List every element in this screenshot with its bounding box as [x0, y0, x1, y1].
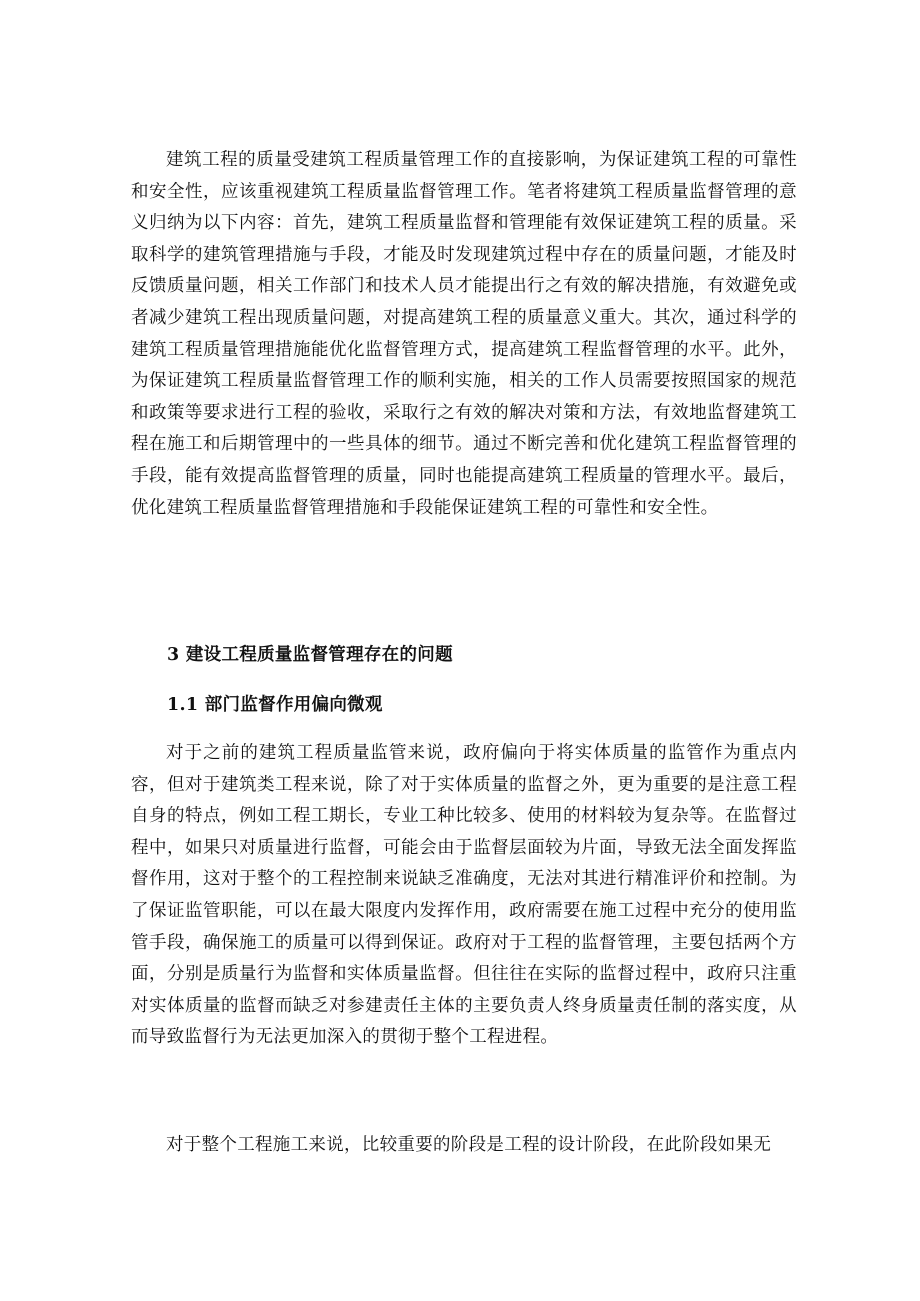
body-paragraph-design-stage: 对于整个工程施工来说，比较重要的阶段是工程的设计阶段，在此阶段如果无: [166, 1135, 772, 1155]
subsection-heading: 1.1 部门监督作用偏向微观: [167, 695, 383, 715]
body-paragraph-supervision-focus: 对于之前的建筑工程质量监管来说，政府偏向于将实体质量的监管作为重点内容，但对于建筑类工程来说，除了对于实体质量的监督之外，更为重要的是注意工程自身的特点，例如工程工期长，专业工种比较多、使用的材料较为复杂等。在监督过程中，如果只对质量进行监督，可能会由于监督层面较为片面，导致无法全面发挥监督作用，这对于整个的工程控制来说缺乏准确度，无法对其进行精准评价和控制。为了保证监管职能，可以在最大限度内发挥作用，政府需要在施工过程中充分的使用监管手段，确保施工的质量可以得到保证。政府对于工程的监督管理，主要包括两个方面，分别是质量行为监督和实体质量监督。但往往在实际的监督过程中，政府只注重对实体质量的监督而缺乏对参建责任主体的主要负责人终身质量责任制的落实度，从而导致监督行为无法更加深入的贯彻于整个工程进程。: [131, 743, 797, 1048]
body-paragraph-quality-significance: 建筑工程的质量受建筑工程质量管理工作的直接影响，为保证建筑工程的可靠性和安全性，应该重视建筑工程质量监督管理工作。笔者将建筑工程质量监督管理的意义归纳为以下内容：首先，建筑工程质量监督和管理能有效保证建筑工程的质量。采取科学的建筑管理措施与手段，才能及时发现建筑过程中存在的质量问题，才能及时反馈质量问题，相关工作部门和技术人员才能提出行之有效的解决措施，有效避免或者减少建筑工程出现质量问题，对提高建筑工程的质量意义重大。其次，通过科学的建筑工程质量管理措施能优化监督管理方式，提高建筑工程监督管理的水平。此外，为保证建筑工程质量监督管理工作的顺利实施，相关的工作人员需要按照国家的规范和政策等要求进行工程的验收，采取行之有效的解决对策和方法，有效地监督建筑工程在施工和后期管理中的一些具体的细节。通过不断完善和优化建筑工程监督管理的手段，能有效提高监督管理的质量，同时也能提高建筑工程质量的管理水平。最后，优化建筑工程质量监督管理措施和手段能保证建筑工程的可靠性和安全性。: [131, 150, 797, 518]
section-heading: 3 建设工程质量监督管理存在的问题: [167, 645, 453, 665]
